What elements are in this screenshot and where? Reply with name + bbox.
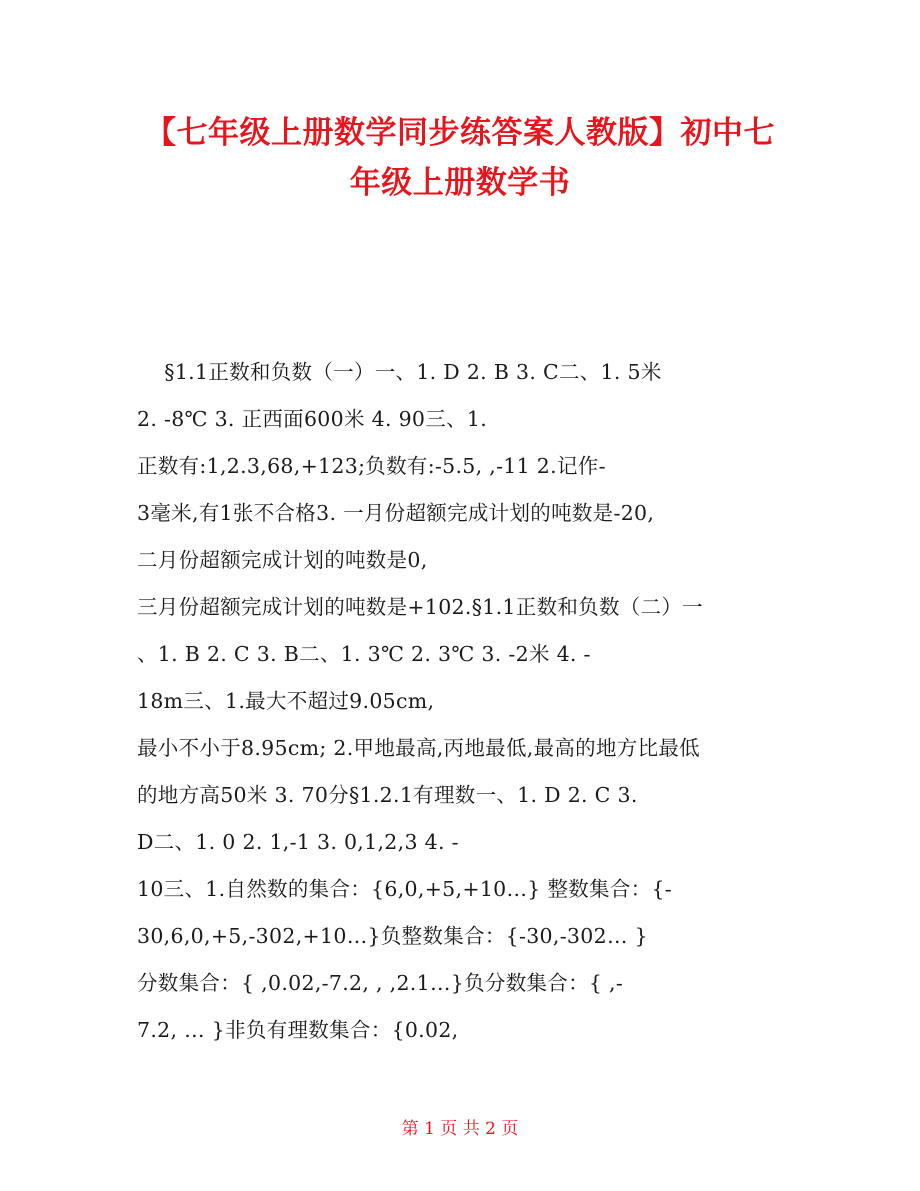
body-line-1: §1.1正数和负数（一）一、1. D 2. B 3. C二、1. 5米 [137,360,662,384]
title-line-2: 年级上册数学书 [349,165,571,201]
body-line-6: 三月份超额完成计划的吨数是+102.§1.1正数和负数（二）一 [137,595,703,619]
body-line-4: 3毫米,有1张不合格3. 一月份超额完成计划的吨数是-20, [137,501,655,525]
title-line-1: 【七年级上册数学同步练答案人教版】初中七 [145,115,775,151]
body-line-3: 正数有:1,2.3,68,+123;负数有:-5.5, ,-11 2.记作- [137,454,606,478]
body-line-9: 最小不小于8.95cm; 2.甲地最高,丙地最低,最高的地方比最低 [137,736,700,760]
document-title [120,108,800,208]
body-line-8: 18m三、1.最大不超过9.05cm, [137,689,435,713]
page-footer: 第 1 页 共 2 页 [401,1119,519,1139]
body-line-11: D二、1. 0 2. 1,-1 3. 0,1,2,3 4. - [137,830,459,854]
body-line-15: 7.2, … }非负有理数集合：{0.02, [137,1018,459,1042]
body-line-12: 10三、1.自然数的集合：{6,0,+5,+10…} 整数集合：{- [137,877,673,901]
body-line-2: 2. -8℃ 3. 正西面600米 4. 90三、1. [137,407,488,431]
body-line-13: 30,6,0,+5,-302,+10…}负整数集合：{-30,-302… } [137,924,648,948]
body-line-10: 的地方高50米 3. 70分§1.2.1有理数一、1. D 2. C 3. [137,783,638,807]
document-body [137,349,797,1054]
body-line-7: 、1. B 2. C 3. B二、1. 3℃ 2. 3℃ 3. -2米 4. - [137,642,591,666]
body-line-5: 二月份超额完成计划的吨数是0, [137,548,428,572]
body-line-14: 分数集合：{ ,0.02,-7.2, , ,2.1…}负分数集合：{ ,- [137,971,624,995]
